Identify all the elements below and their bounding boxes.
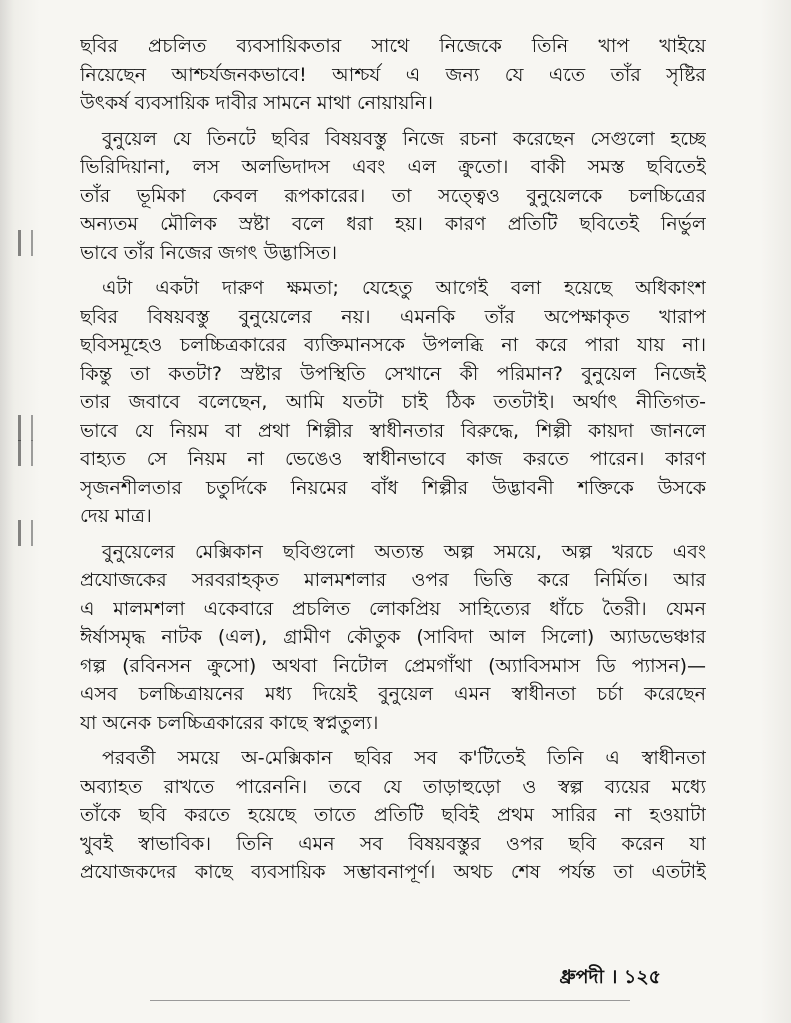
text-line: খুবই স্বাভাবিক। তিনি এমন সব বিষয়বস্তুর ওপর ছবি করেন যা: [80, 832, 706, 855]
bottom-rule: [150, 1000, 630, 1001]
paragraph: [80, 538, 706, 738]
text-line: বাহ্যত সে নিয়ম না ভেঙেও স্বাধীনভাবে কাজ করতে পারেন। কারণ: [80, 448, 706, 470]
text-line: দেয় মাত্র।: [80, 505, 152, 527]
text-line: গল্প (রবিনসন ক্রুসো) অথবা নিটোল প্রেমগাঁথা (অ্যাবিসমাস ডি প্যাসন)—: [80, 654, 706, 677]
text-line: বুনুয়েলের মেক্সিকান ছবিগুলো অত্যন্ত অল্প সময়ে, অল্প খরচে এবং: [102, 540, 706, 563]
body-text: [80, 32, 706, 894]
gutter-binding-mark: [18, 415, 33, 441]
paragraph: [80, 125, 706, 268]
text-line: ছবিসমূহেও চলচ্চিত্রকারের ব্যক্তিমানসকে উপলব্ধি না করে পারা যায় না।: [80, 334, 706, 356]
text-line: ছবির প্রচলিত ব্যবসায়িকতার সাথে নিজেকে তিনি খাপ খাইয়ে: [80, 35, 706, 57]
text-line: যা অনেক চলচ্চিত্রকারের কাছে স্বপ্নতুল্য।: [80, 711, 379, 734]
paragraph: [80, 32, 706, 118]
text-line: উৎকর্ষ ব্যবসায়িক দাবীর সামনে মাথা নোয়ায়নি।: [80, 92, 433, 114]
text-line: প্রযোজকের সরবরাহকৃত মালমশলার ওপর ভিত্তি করে নির্মিত। আর: [80, 569, 706, 591]
text-line: বুনুয়েল যে তিনটে ছবির বিষয়বস্তু নিজে রচনা করেছেন সেগুলো হচ্ছে: [102, 127, 706, 150]
gutter-binding-mark: [18, 230, 33, 256]
gutter-binding-mark: [18, 520, 33, 546]
text-line: এটা একটা দারুণ ক্ষমতা; যেহেতু আগেই বলা হয়েছে অধিকাংশ: [102, 277, 706, 299]
text-line: ভাবে তাঁর নিজের জগৎ উদ্ভাসিত।: [80, 241, 338, 264]
text-line: সৃজনশীলতার চতুর্দিকে নিয়মের বাঁধ শিল্পীর উদ্ভাবনী শক্তিকে উসকে: [80, 476, 706, 499]
paragraph: [80, 744, 706, 887]
text-line: অন্যতম মৌলিক স্রষ্টা বলে ধরা হয়। কারণ প্রতিটি ছবিতেই নির্ভুল: [80, 213, 706, 235]
text-line: ভিরিদিয়ানা, লস অলভিদাদস এবং এল ক্রুতো। বাকী সমস্ত ছবিতেই: [80, 156, 706, 178]
text-line: অব্যাহত রাখতে পারেননি। তবে যে তাড়াহুড়ো ও স্বল্প ব্যয়ের মধ্যে: [80, 775, 706, 798]
text-line: নিয়েছেন আশ্চর্যজনকভাবে! আশ্চর্য এ জন্য যে এতে তাঁর সৃষ্টির: [80, 63, 706, 86]
text-line: পরবর্তী সময়ে অ-মেক্সিকান ছবির সব ক'টিতেই তিনি এ স্বাধীনতা: [102, 747, 706, 769]
text-line: এ মালমশলা একেবারে প্রচলিত লোকপ্রিয় সাহিত্যের ধাঁচে তৈরী। যেমন: [80, 597, 706, 620]
text-line: ভাবে যে নিয়ম বা প্রথা শিল্পীর স্বাধীনতার বিরুদ্ধে, শিল্পী কায়দা জানলে: [80, 419, 706, 442]
text-line: প্রযোজকদের কাছে ব্যবসায়িক সম্ভাবনাপূর্ণ। অথচ শেষ পর্যন্ত তা এতটাই: [80, 861, 706, 883]
paragraph: [80, 274, 706, 531]
text-line: তাঁর ভূমিকা কেবল রূপকারের। তা সত্ত্বেও বুনুয়েলকে চলচ্চিত্রের: [80, 184, 706, 207]
text-line: ঈর্ষাসমৃদ্ধ নাটক (এল), গ্রামীণ কৌতুক (সাবিদা আল সিলো) অ্যাডভেঞ্চার: [80, 626, 706, 648]
text-line: এসব চলচ্চিত্রায়নের মধ্য দিয়েই বুনুয়েল এমন স্বাধীনতা চর্চা করেছেন: [80, 683, 706, 705]
gutter-binding-mark: [18, 440, 33, 466]
page-footer: ধ্রুপদী । ১২৫: [559, 966, 661, 988]
text-line: কিন্তু তা কতটা? স্রষ্টার উপস্থিতি সেখানে কী পরিমান? বুনুয়েল নিজেই: [80, 362, 706, 385]
text-line: তাঁকে ছবি করতে হয়েছে তাতে প্রতিটি ছবিই প্রথম সারির না হওয়াটা: [80, 804, 706, 826]
text-line: ছবির বিষয়বস্তু বুনুয়েলের নয়। এমনকি তাঁর অপেক্ষাকৃত খারাপ: [80, 305, 706, 328]
text-line: তার জবাবে বলেছেন, আমি যতটা চাই ঠিক ততটাই। অর্থাৎ নীতিগত-: [80, 391, 706, 413]
